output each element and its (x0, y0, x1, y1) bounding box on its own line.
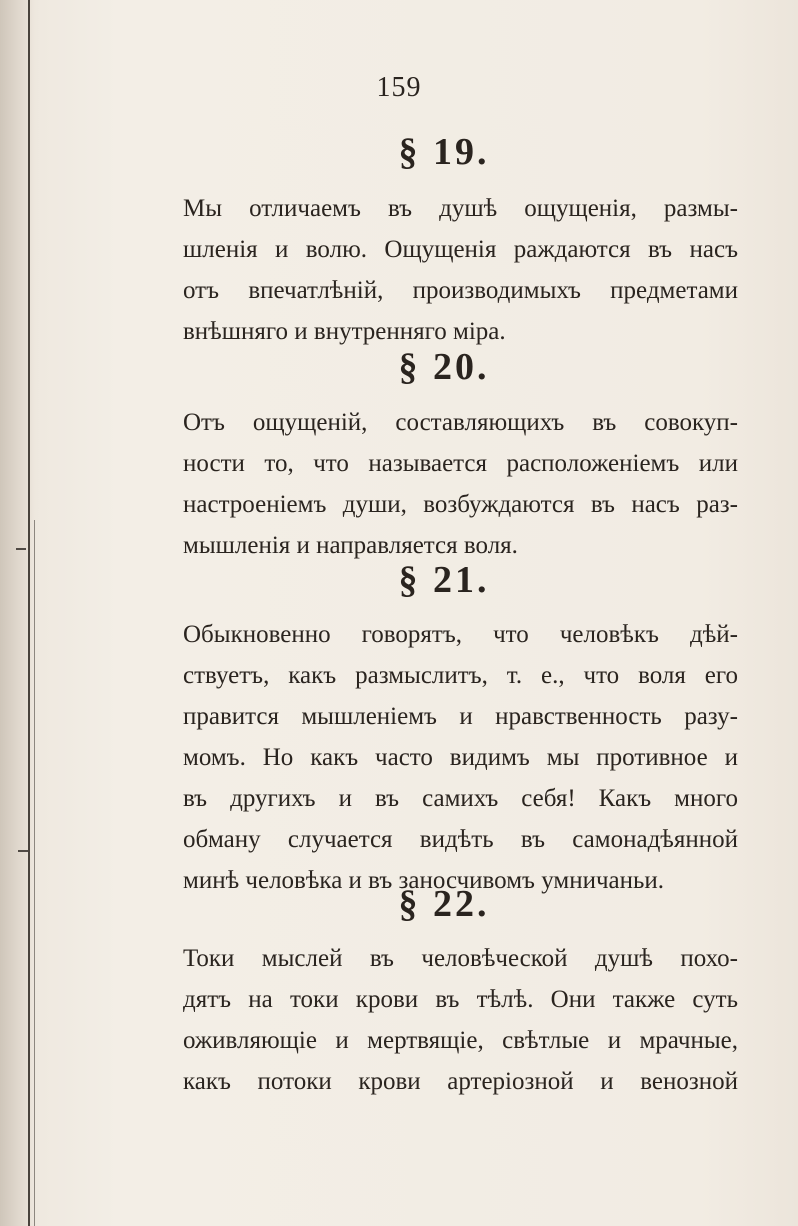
text-line: Мы отличаемъ въ душѣ ощущенія, размы- (183, 195, 738, 222)
section-heading-22: § 22. (398, 883, 490, 925)
section-heading-21: § 21. (398, 559, 490, 601)
text-line: минѣ человѣка и въ заносчивомъ умничаньи. (183, 867, 665, 894)
text-line: Отъ ощущеній, составляющихъ въ совокуп- (183, 409, 738, 436)
text-line: ствуетъ, какъ размыслитъ, т. е., что воля его (183, 662, 738, 689)
paragraph-section-19 (183, 188, 738, 352)
section-heading-19: § 19. (398, 131, 490, 173)
text-line: внѣшняго и внутренняго міра. (183, 318, 506, 345)
text-line: въ другихъ и въ самихъ себя! Какъ много (183, 785, 738, 812)
text-line: шленія и волю. Ощущенія раждаются въ насъ (183, 236, 738, 263)
text-line: оживляющіе и мертвящіе, свѣтлые и мрачные, (183, 1027, 738, 1054)
text-line: настроеніемъ души, возбуждаются въ насъ раз- (183, 491, 738, 518)
margin-mark (18, 850, 28, 852)
text-line: обману случается видѣть въ самонадѣянной (183, 826, 738, 853)
paragraph-section-21 (183, 614, 738, 901)
text-line: дятъ на токи крови въ тѣлѣ. Они также суть (183, 986, 738, 1013)
text-line: Обыкновенно говорятъ, что человѣкъ дѣй- (183, 621, 738, 648)
text-line: ности то, что называется расположеніемъ или (183, 450, 738, 477)
page-edge-line-inner (34, 520, 35, 1226)
text-line: мышленія и направляется воля. (183, 532, 518, 559)
text-line: правится мышленіемъ и нравственность разу- (183, 703, 738, 730)
text-line: Токи мыслей въ человѣческой душѣ похо- (183, 945, 738, 972)
margin-mark (16, 548, 26, 550)
text-line: отъ впечатлѣній, производимыхъ предметами (183, 277, 738, 304)
text-line: момъ. Но какъ часто видимъ мы противное и (183, 744, 738, 771)
page-number: 159 (376, 72, 422, 103)
page-edge-line (28, 0, 30, 1226)
paragraph-section-20 (183, 402, 738, 566)
paragraph-section-22 (183, 938, 738, 1102)
text-line: какъ потоки крови артеріозной и венозной (183, 1068, 738, 1095)
section-heading-20: § 20. (398, 346, 490, 388)
